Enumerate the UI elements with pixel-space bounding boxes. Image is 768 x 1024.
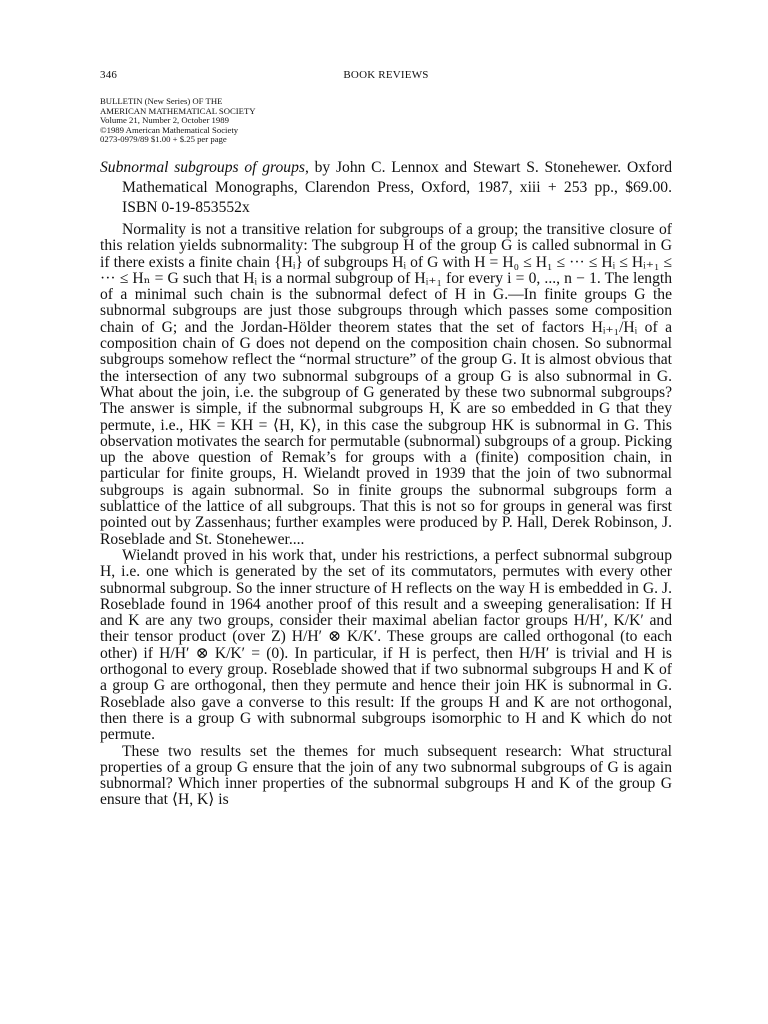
journal-masthead: [100, 97, 400, 145]
masthead-line: BULLETIN (New Series) OF THE: [100, 96, 223, 106]
masthead-line: AMERICAN MATHEMATICAL SOCIETY: [100, 105, 256, 116]
book-citation: , by John C. Lennox and Stewart S. Stonehewer. Oxford Mathematical Monographs, Clarendon Press, Oxford, 1987, xiii + 253 pp., $69.00. ISBN 0-19-853552x: [122, 159, 672, 216]
paragraph-1: Normality is not a transitive relation for subgroups of a group; the transitive closure of this relation yields subnormality: The subgroup H of the group G is called subnormal in G if there exists a finite chain {Hᵢ} of subgroups Hᵢ of G with H = H₀ ≤ H₁ ≤ ··· ≤ Hᵢ ≤ Hᵢ₊₁ ≤ ··· ≤ Hₙ = G such that Hᵢ is a normal subgroup of Hᵢ₊₁ for every i = 0, ..., n − 1. The length of a minimal such chain is the subnormal defect of H in G.—In finite groups G the subnormal subgroups are just those subgroups through which passes some composition chain of G; and the Jordan-Hölder theorem states that the set of factors Hᵢ₊₁/Hᵢ of a composition chain of G does not depend on the composition chain chosen. So subnormal subgroups somehow reflect the “normal structure” of the group G. It is almost obvious that the intersection of any two subnormal subgroups of a group G is also subnormal in G. What about the join, i.e. the subgroup of G generated by these two subnormal subgroups? The answer is simple, if the subnormal subgroups H, K are so embedded in G that they permute, i.e., HK = KH = ⟨H, K⟩, in this case the subgroup HK is subnormal in G. This observation motivates the search for permutable (subnormal) subgroups of a group. Picking up the above question of Remak’s for groups with a (finite) composition chain, in particular for finite groups, H. Wielandt proved in 1939 that the join of two subnormal subgroups is again subnormal. So in finite groups the subnormal subgroups form a sublattice of the lattice of all subgroups. That this is not so for groups in general was first pointed out by Zassenhaus; further examples were produced by P. Hall, Derek Robinson, J. Roseblade and St. Stonehewer....: [100, 221, 672, 548]
running-head: [100, 69, 672, 83]
masthead-line: Volume 21, Number 2, October 1989: [100, 115, 229, 125]
section-title: BOOK REVIEWS: [343, 69, 429, 81]
paragraph-3: These two results set the themes for much subsequent research: What structural properties of a group G ensure that the join of any two subnormal subgroups of G is again subnormal? Which inner properties of the subnormal subgroups H and K of the group G ensure that ⟨H, K⟩ is: [100, 742, 672, 809]
review-heading: [100, 158, 672, 218]
masthead-line: 0273-0979/89 $1.00 + $.25 per page: [100, 134, 227, 144]
review-body: [100, 222, 672, 809]
masthead-line: ©1989 American Mathematical Society: [100, 124, 239, 135]
book-title: Subnormal subgroups of groups: [100, 159, 305, 176]
paragraph-2: Wielandt proved in his work that, under his restrictions, a perfect subnormal subgroup H, i.e. one which is generated by the set of its commutators, permutes with every other subnormal subgroup. So the inner structure of H reflects on the way H is embedded in G. J. Roseblade found in 1964 another proof of this result and a sweeping generalisation: If H and K are any two groups, consider their maximal abelian factor groups H/H′, K/K′ and their tensor product (over Z) H/H′ ⊗ K/K′. These groups are called orthogonal (to each other) if H/H′ ⊗ K/K′ = (0). In particular, if H is perfect, then H/H′ is trivial and H is orthogonal to every group. Roseblade showed that if two subnormal subgroups H and K of a group G are orthogonal, then they permute and hence their join HK is subnormal in G. Roseblade also gave a converse to this result: If the groups H and K are not orthogonal, then there is a group G with subnormal subgroups isomorphic to H and K which do not permute.: [100, 546, 672, 744]
page-number: 346: [100, 69, 118, 81]
